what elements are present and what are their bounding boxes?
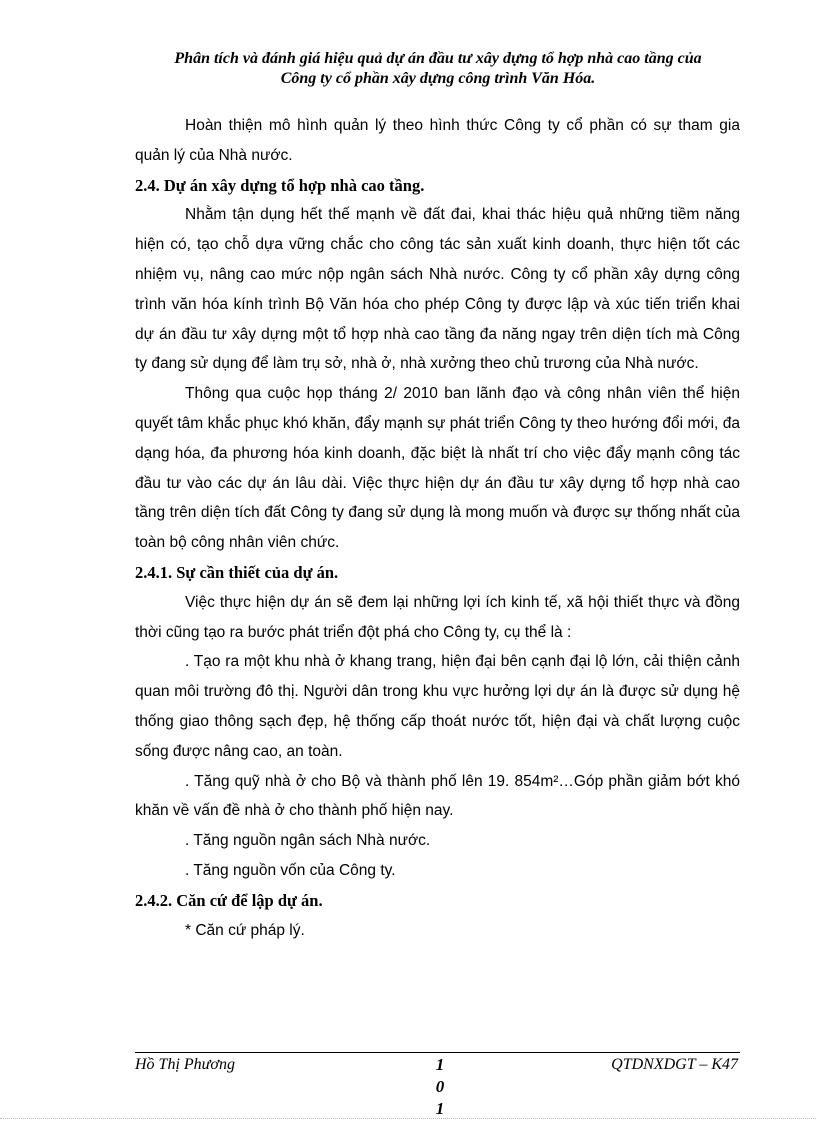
page-number <box>428 1054 452 1120</box>
header-title-line1: Phân tích và đánh giá hiệu quả dự án đầu tư xây dựng tổ hợp nhà cao tầng của <box>174 50 702 67</box>
document-body <box>135 111 740 945</box>
bullet-paragraph: . Tăng quỹ nhà ở cho Bộ và thành phố lên 19. 854m²…Góp phần giảm bớt khó khăn về vấn đề nhà ở cho thành phố hiện nay. <box>135 772 740 820</box>
subsection-heading: 2.4.1. Sự cần thiết của dự án. <box>135 562 339 582</box>
page-number-digit: 1 <box>435 1055 445 1074</box>
bullet-paragraph: . Tạo ra một khu nhà ở khang trang, hiện đại bên cạnh đại lộ lớn, cải thiện cảnh quan môi trường đô thị. Người dân trong khu vực hưởng lợi dự án là được sử dụng hệ thống giao thông sạch đẹp, hệ thống cấp thoát nước tốt, hiện đại và chất lượng cuộc sống được nâng cao, an toàn. <box>135 653 740 760</box>
bullet-paragraph: . Tăng nguồn ngân sách Nhà nước. <box>185 832 431 850</box>
header-title-line2: Công ty cổ phần xây dựng công trình Văn Hóa. <box>280 70 596 87</box>
page-number-digit: 1 <box>435 1099 445 1118</box>
section-heading: 2.4. Dự án xây dựng tổ hợp nhà cao tầng. <box>135 175 425 195</box>
paragraph: * Căn cứ pháp lý. <box>185 921 305 939</box>
footer-divider <box>135 1052 740 1053</box>
footer-code: QTDNXDGT – K47 <box>611 1056 738 1073</box>
page-header <box>128 49 748 89</box>
paragraph: Việc thực hiện dự án sẽ đem lại những lợi ích kinh tế, xã hội thiết thực và đồng thời cũng tạo ra bước phát triển đột phá cho Công ty, cụ thể là : <box>135 593 740 641</box>
page-edge <box>0 1118 816 1119</box>
footer-author: Hồ Thị Phương <box>135 1056 235 1073</box>
paragraph: Hoàn thiện mô hình quản lý theo hình thức Công ty cổ phần có sự tham gia quản lý của Nhà nước. <box>135 117 740 164</box>
bullet-paragraph: . Tăng nguồn vốn của Công ty. <box>185 861 396 879</box>
subsection-heading: 2.4.2. Căn cứ để lập dự án. <box>135 890 323 910</box>
paragraph: Nhằm tận dụng hết thế mạnh về đất đai, khai thác hiệu quả những tiềm năng hiện có, tạo chỗ dựa vững chắc cho công tác sản xuất kinh doanh, thực hiện tốt các nhiệm vụ, nâng cao mức nộp ngân sách Nhà nước. Công ty cổ phần xây dựng công trình văn hóa kính trình Bộ Văn hóa cho phép Công ty được lập và xúc tiến triển khai dự án đầu tư xây dựng một tổ hợp nhà cao tầng đa năng ngay trên diện tích mà Công ty đang sử dụng để làm trụ sở, nhà ở, nhà xưởng theo chủ trương của Nhà nước. <box>135 206 740 373</box>
page-number-digit: 0 <box>435 1077 445 1096</box>
paragraph: Thông qua cuộc họp tháng 2/ 2010 ban lãnh đạo và công nhân viên thể hiện quyết tâm khắc phục khó khăn, đẩy mạnh sự phát triển Công ty theo hướng đổi mới, đa dạng hóa, đa phương hóa kinh doanh, đặc biệt là nhất trí cho việc đẩy mạnh công tác đầu tư vào các dự án lâu dài. Việc thực hiện dự án đầu tư xây dựng tổ hợp nhà cao tầng trên diện tích đất Công ty đang sử dụng là mong muốn và được sự thống nhất của toàn bộ công nhân viên chức. <box>135 385 740 552</box>
